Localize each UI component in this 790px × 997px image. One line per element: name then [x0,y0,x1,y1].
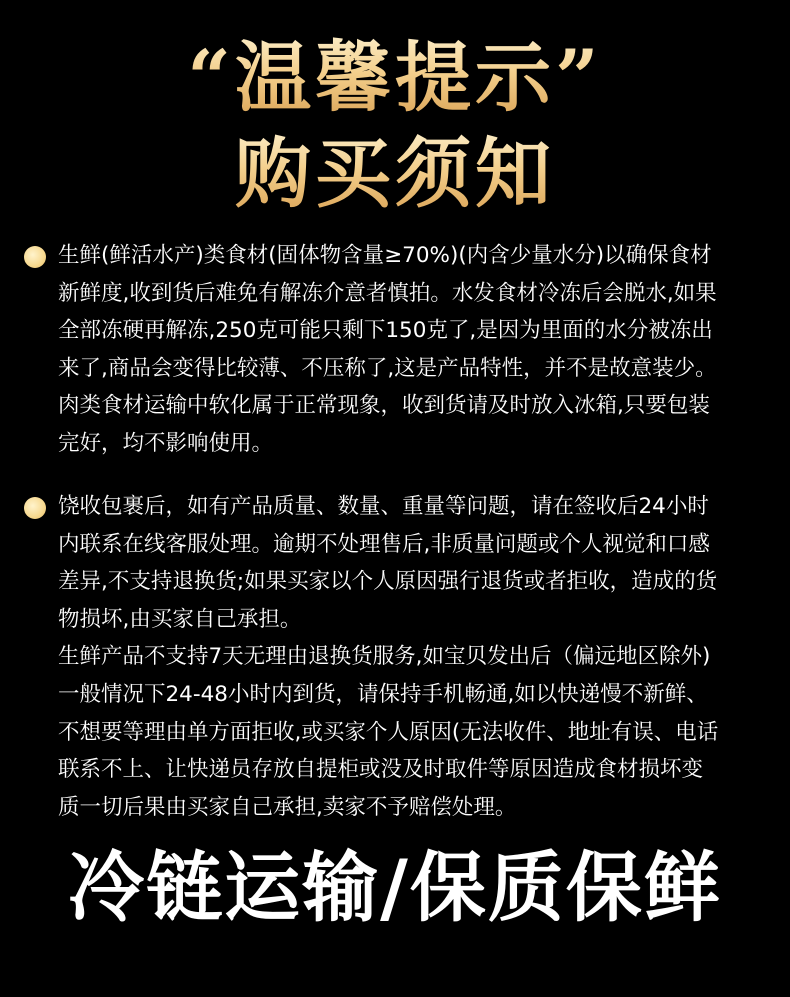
notice-line: 饶收包裹后，如有产品质量、数量、重量等问题，请在签收后24小时 [58,494,709,519]
notice-line: 肉类食材运输中软化属于正常现象，收到货请及时放入冰箱,只要包装 [58,393,710,419]
notice-line: 生鲜(鲜活水产)类食材(固体物含量≥70%)(内含少量水分)以确保食材 [58,243,712,268]
notice-line: 全部冻硬再解冻,250克可能只剩下150克了,是因为里面的水分被冻出 [58,318,713,344]
notice-section-fresh-food [24,237,764,463]
notice-line: 质一切后果由买家自己承担,卖家不予赔偿处理。 [58,794,517,820]
notice-line: 差异,不支持退换货;如果买家以个人原因强行退货或者拒收，造成的货 [58,569,718,595]
notice-line: 不想要等理由单方面拒收,或买家个人原因(无法收件、地址有误、电话 [58,719,719,745]
notice-line: 一般情况下24-48小时内到货，请保持手机畅通,如以快递慢不新鲜、 [58,681,708,707]
notice-line: 内联系在线客服处理。逾期不处理售后,非质量问题或个人视觉和口感 [58,531,710,557]
notice-line: 生鲜产品不支持7天无理由退换货服务,如宝贝发出后（偏远地区除外) [58,644,711,670]
notice-line: 物损坏,由买家自己承担。 [58,606,302,632]
notice-line: 新鲜度,收到货后难免有解冻介意者慎拍。水发食材冷冻后会脱水,如果 [58,280,717,306]
notice-line: 来了,商品会变得比较薄、不压称了,这是产品特性，并不是故意装少。 [58,355,717,381]
notice-paragraph [58,237,764,463]
notice-line: 联系不上、让快递员存放自提柜或没及时取件等原因造成食材损坏变 [58,757,704,783]
title-warm-reminder: “温馨提示” [0,28,790,128]
title-purchase-notice: 购买须知 [0,124,790,224]
notice-section-after-sales [24,488,764,826]
bullet-dot-icon [24,246,46,268]
notice-paragraph [58,488,764,826]
notice-line: 完好，均不影响使用。 [58,430,274,456]
footer-slogan: 冷链运输/保质保鲜 [68,843,722,932]
bullet-dot-icon [24,497,46,519]
